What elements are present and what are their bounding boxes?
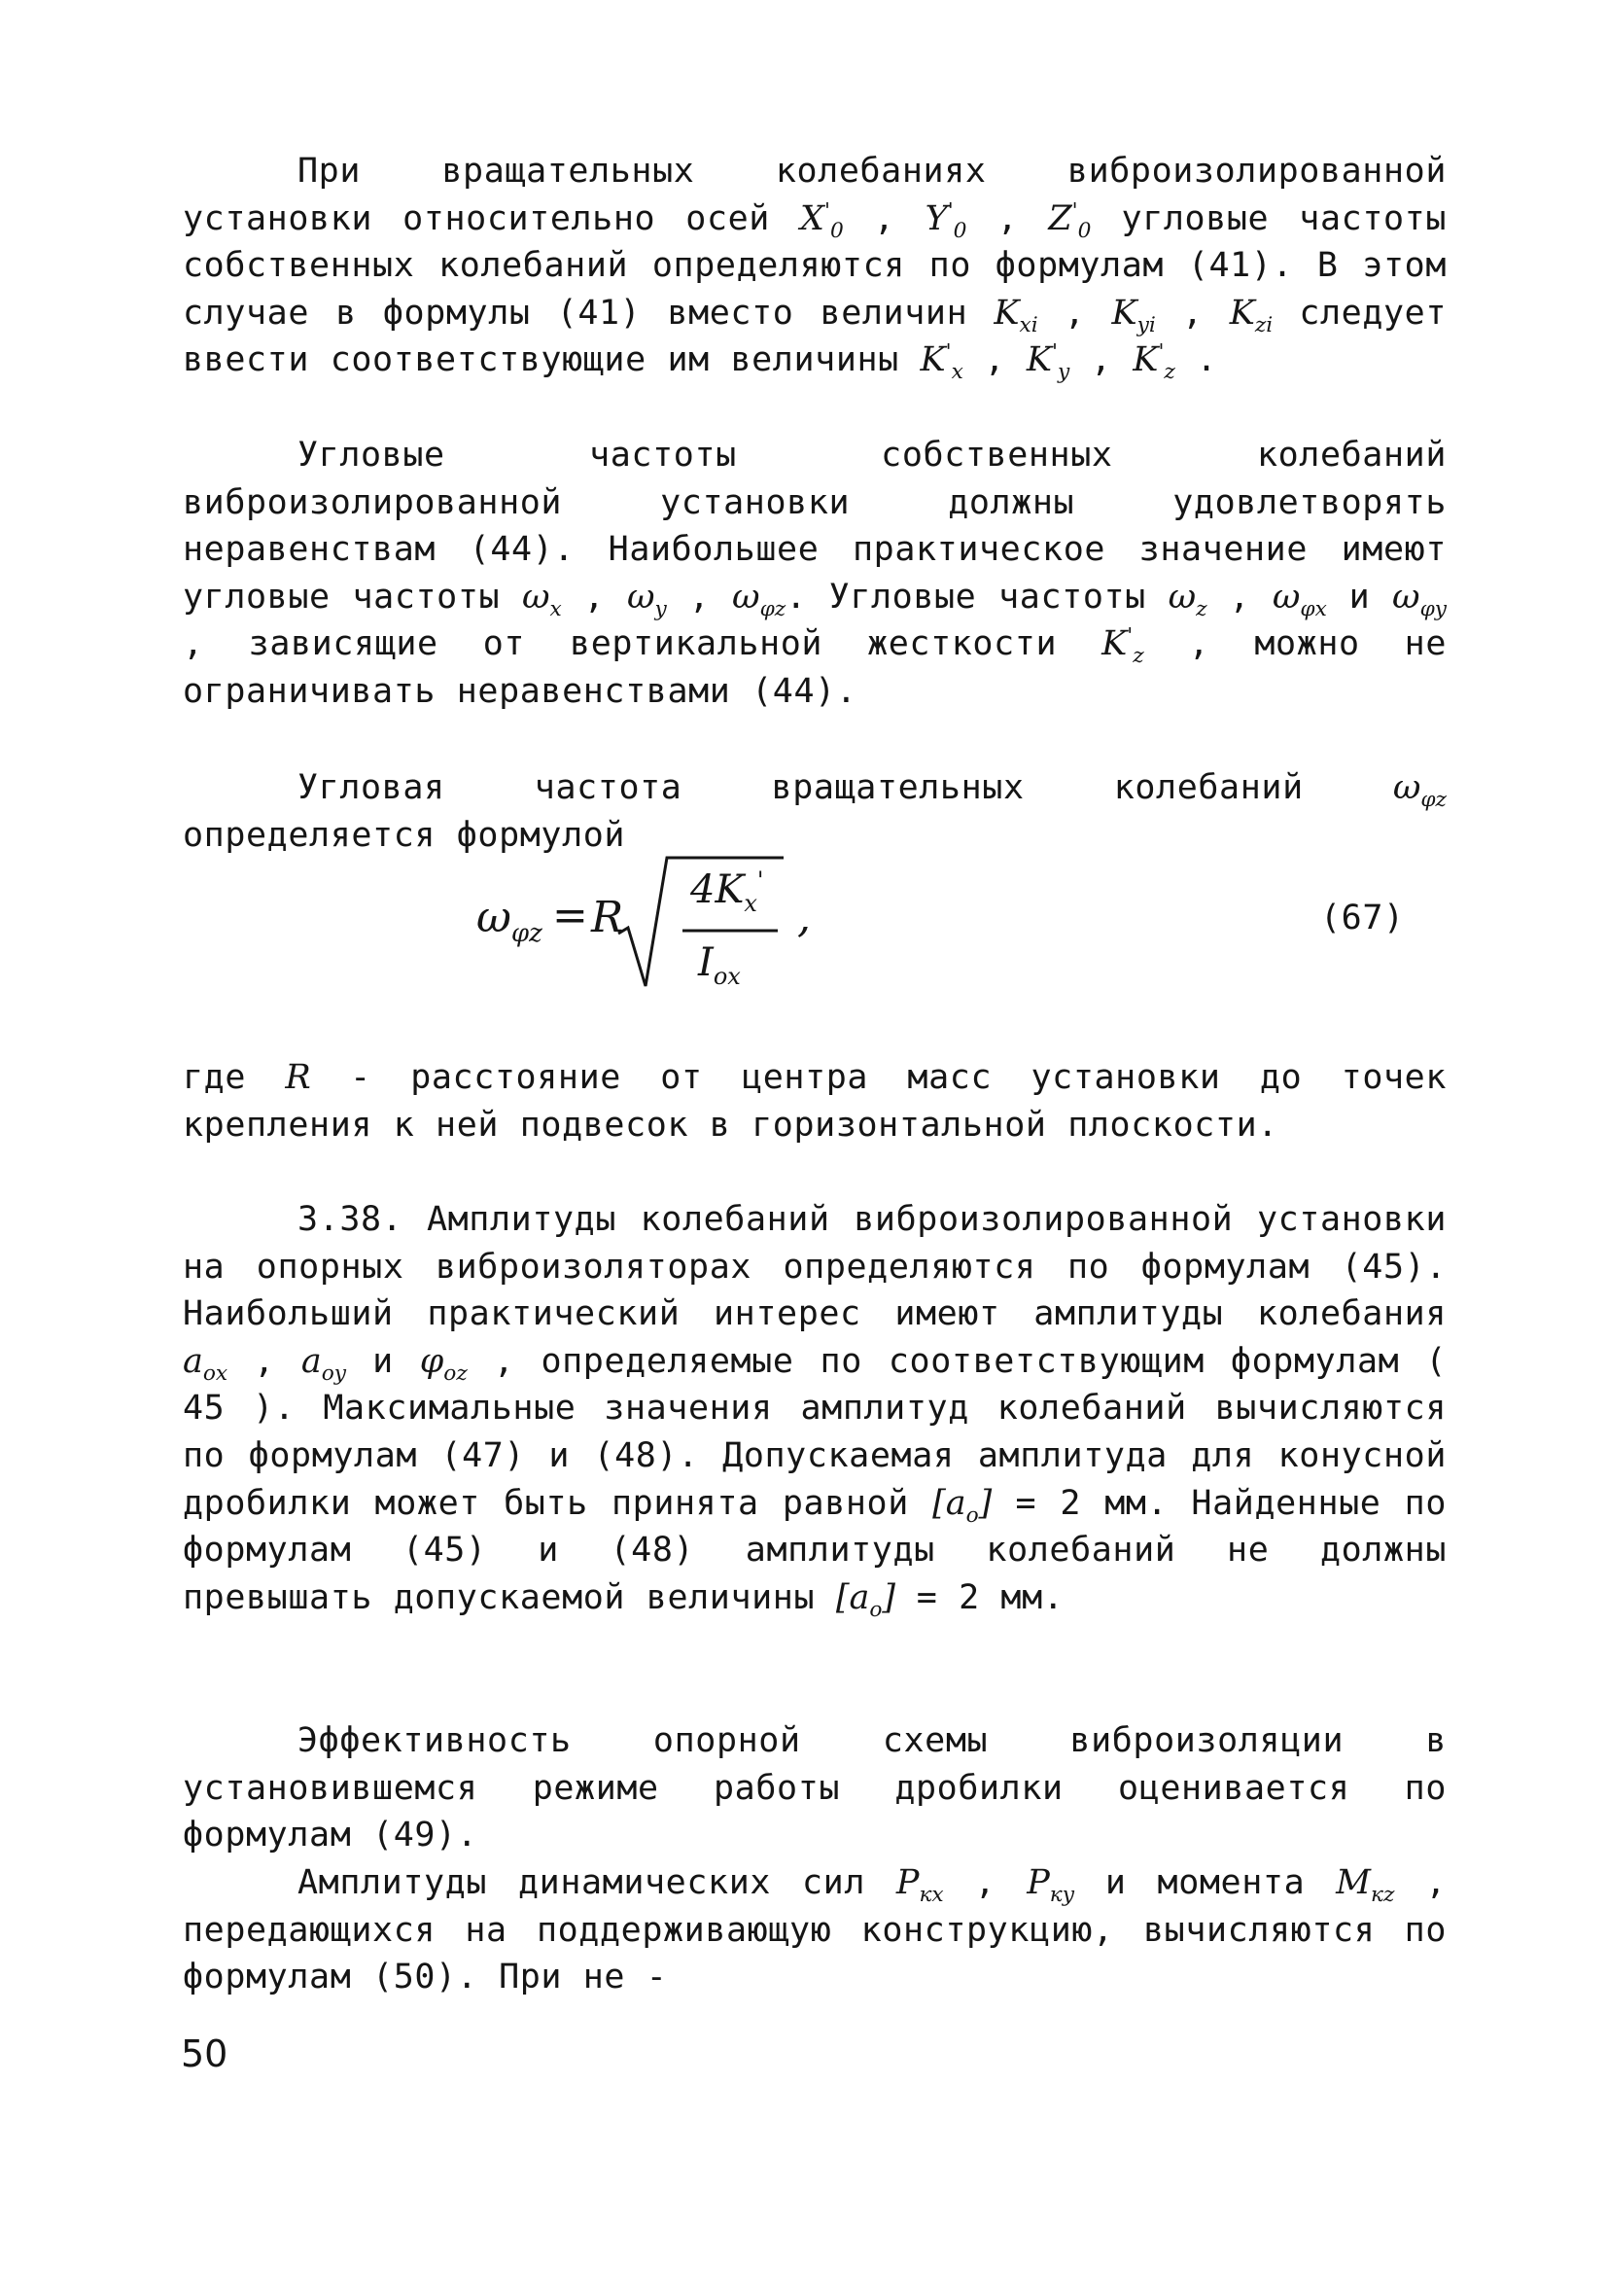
text-run: Угловые частоты собственных колебаний виброизолированной установки должны удовлетворять неравенствам (44). Наибольшее практическое значение имеют угловые частоты	[183, 436, 1447, 617]
text-run: , можно не ограничивать неравенствами (44).	[183, 624, 1448, 711]
page-number: 50	[181, 2032, 228, 2075]
text-run: ,	[943, 1863, 1028, 1902]
math-symbol: $a_{oy}$	[300, 1341, 347, 1386]
math-symbol: $K'_z$	[1101, 623, 1144, 669]
text-run: и	[1326, 577, 1393, 617]
math-symbol: $K'_x$	[920, 339, 963, 385]
math-symbol: $K_{yi}$	[1111, 293, 1156, 337]
paragraph-formula-intro	[183, 764, 1447, 859]
text-run: ,	[1069, 340, 1134, 380]
math-symbol: $[a_o]$	[835, 1577, 896, 1622]
paragraph-angular-frequencies	[183, 432, 1447, 716]
math-symbol: $\omega_{\varphi z}$	[1392, 768, 1447, 812]
math-symbol: R	[285, 1058, 311, 1097]
paragraph-efficiency	[183, 1717, 1447, 1859]
formula-lhs: $\omega_{\varphi z}$	[476, 893, 542, 948]
formula-equals: =	[552, 891, 588, 940]
text-run: ,	[1037, 293, 1112, 333]
text-run: Амплитуды динамических сил	[297, 1863, 896, 1902]
text-run: , определяемые по соответствующим формулам ( 45 ). Максимальные значения амплитуд колебаний вычисляются по формулам (47) и (48). Допускаемая амплитуда для конусной дробилки может быть принята равной	[183, 1341, 1448, 1523]
text-run: 3.38. Амплитуды колебаний виброизолированной установки на опорных виброизоляторах определяются по формулам (45). Наибольший практический интерес имеют амплитуды колебания	[183, 1200, 1447, 1334]
math-symbol: $K_{xi}$	[994, 293, 1038, 337]
formula-coefficient: R	[591, 893, 624, 942]
math-symbol: $K'_y$	[1026, 339, 1070, 385]
text-run: = 2 мм. Найденные по формулам (45) и (48) амплитуды колебаний не должны превышать допускаемой величины	[183, 1483, 1447, 1617]
math-symbol: $\omega_y$	[626, 577, 667, 621]
paragraph-dynamic-forces	[183, 1859, 1447, 2001]
text-run: где	[183, 1058, 286, 1097]
text-run: ,	[1155, 293, 1230, 333]
text-run: Эффективность опорной схемы виброизоляции в установившемся режиме работы дробилки оценивается по формулам (49).	[183, 1721, 1447, 1855]
math-symbol: $a_{ox}$	[183, 1341, 228, 1386]
equation-number: (67)	[1320, 899, 1405, 937]
text-run: следует ввести соответствующие им величины	[183, 293, 1448, 380]
text-run: ,	[843, 198, 926, 238]
text-run: , передающихся на поддерживающую конструкцию, вычисляются по формулам (50). При не -	[183, 1863, 1448, 1997]
text-run: угловые частоты собственных колебаний определяются по формулам (41). В этом случае в формулы (41) вместо величин	[183, 198, 1448, 333]
formula-67	[476, 848, 962, 1004]
text-run: и момента	[1074, 1863, 1337, 1902]
math-symbol: $M_{кz}$	[1336, 1863, 1395, 1907]
math-symbol: $K_{zi}$	[1229, 293, 1274, 337]
formula-comma: ,	[797, 893, 811, 942]
text-run: определяется формулой	[183, 815, 626, 855]
math-symbol: $X'_0$	[800, 197, 844, 243]
text-run: ,	[227, 1341, 301, 1381]
math-symbol: $\omega_{\varphi z}$	[732, 577, 786, 621]
text-run: ,	[666, 577, 733, 617]
math-symbol: $\varphi_{oz}$	[419, 1341, 468, 1386]
math-symbol: $K'_z$	[1133, 339, 1175, 385]
text-run: ,	[561, 577, 627, 617]
formula-numerator: $4K_x'$	[690, 866, 764, 917]
math-symbol: $\omega_x$	[521, 577, 562, 621]
math-symbol: $Z'_0$	[1048, 197, 1092, 243]
math-symbol: $\omega_{\varphi y}$	[1392, 577, 1448, 621]
math-symbol: $P_{кy}$	[1027, 1863, 1074, 1907]
math-symbol: $\omega_z$	[1168, 577, 1207, 621]
text-run: При вращательных колебаниях виброизолированной установки относительно осей	[183, 152, 1447, 238]
text-run: , зависящие от вертикальной жесткости	[183, 624, 1102, 664]
text-run: .	[1174, 340, 1218, 380]
text-run: Угловая частота вращательных колебаний	[297, 768, 1393, 807]
math-symbol: $\omega_{\varphi x}$	[1272, 577, 1327, 621]
math-symbol: $[a_o]$	[932, 1483, 993, 1528]
text-run: ,	[1206, 577, 1273, 617]
text-run: ,	[966, 198, 1049, 238]
text-run: = 2 мм.	[895, 1577, 1065, 1617]
text-run: и	[346, 1341, 420, 1381]
paragraph-where-r	[183, 1054, 1447, 1148]
paragraph-rotational-oscillations	[183, 148, 1447, 384]
math-symbol: $P_{кx}$	[895, 1863, 944, 1907]
text-run: ,	[962, 340, 1027, 380]
paragraph-3-38-amplitudes	[183, 1196, 1447, 1621]
math-symbol: $Y'_0$	[925, 197, 967, 243]
text-run: - расстояние от центра масс установки до точек крепления к ней подвесок в горизонтальной плоскости.	[183, 1058, 1448, 1145]
text-run: . Угловые частоты	[786, 577, 1169, 617]
formula-denominator: $I_{ox}$	[698, 940, 741, 990]
